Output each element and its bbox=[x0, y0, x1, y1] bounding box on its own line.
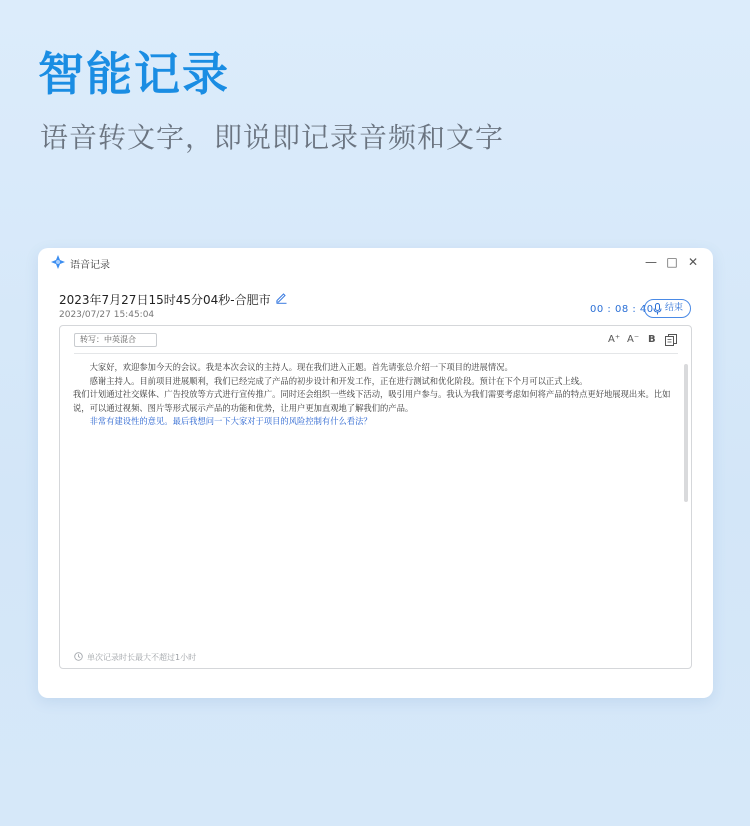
transcript-paragraph: 感谢主持人。目前项目进展顺利，我们已经完成了产品的初步设计和开发工作，正在进行测试和优化阶段。预计在下个月可以正式上线。 bbox=[89, 375, 588, 386]
transcript-paragraph: 我们计划通过社交媒体、广告投放等方式进行宣传推广。同时还会组织一些线下活动，吸引用户参与。我认为我们需要考虑如何将产品的特点更好地展现出来。比如说，可以通过视频、图片等形式展示产品的功能和优势，让用户更加直观地了解我们的产品。 bbox=[73, 389, 671, 413]
toolbar-divider bbox=[74, 353, 678, 354]
transcript-text[interactable] bbox=[73, 361, 678, 429]
mic-icon bbox=[653, 303, 662, 315]
recording-date: 2023/07/27 15:45:04 bbox=[59, 310, 155, 320]
title-bar bbox=[38, 248, 713, 278]
duration-limit-text: 单次记录时长最大不超过1小时 bbox=[87, 653, 197, 662]
transcript-editor[interactable] bbox=[59, 325, 692, 669]
maximize-button[interactable]: □ bbox=[666, 255, 678, 269]
close-button[interactable]: ✕ bbox=[687, 255, 699, 269]
font-decrease-button[interactable]: A⁻ bbox=[627, 334, 640, 345]
recording-timer: 00 : 08 : 40 bbox=[590, 304, 654, 315]
duration-limit-note bbox=[74, 652, 196, 663]
end-label: 结束 bbox=[664, 303, 683, 313]
recording-title: 2023年7月27日15时45分04秒-合肥市 bbox=[59, 293, 271, 307]
transcript-paragraph-live: 非常有建设性的意见。最后我想问一下大家对于项目的风险控制有什么看法？ bbox=[89, 416, 372, 427]
font-increase-button[interactable]: A⁺ bbox=[608, 334, 621, 345]
end-recording-button[interactable] bbox=[644, 299, 691, 318]
minimize-button[interactable]: — bbox=[645, 255, 657, 269]
hero-title: 智能记录 bbox=[38, 47, 230, 101]
scrollbar[interactable] bbox=[684, 364, 688, 502]
edit-icon[interactable] bbox=[275, 291, 288, 304]
voice-record-window bbox=[38, 248, 713, 698]
bold-button[interactable]: B bbox=[648, 334, 656, 345]
copy-icon[interactable] bbox=[665, 334, 677, 346]
transcript-paragraph: 大家好，欢迎参加今天的会议。我是本次会议的主持人。现在我们进入正题。首先请张总介绍一下项目的进展情况。 bbox=[89, 362, 513, 372]
hero-subtitle: 语音转文字，即说即记录音频和文字 bbox=[40, 121, 505, 154]
app-title: 语音记录 bbox=[70, 260, 110, 271]
clock-icon bbox=[74, 652, 83, 661]
app-logo-icon bbox=[51, 255, 65, 269]
transcription-mode-select[interactable]: 转写：中英混合 bbox=[74, 333, 157, 347]
